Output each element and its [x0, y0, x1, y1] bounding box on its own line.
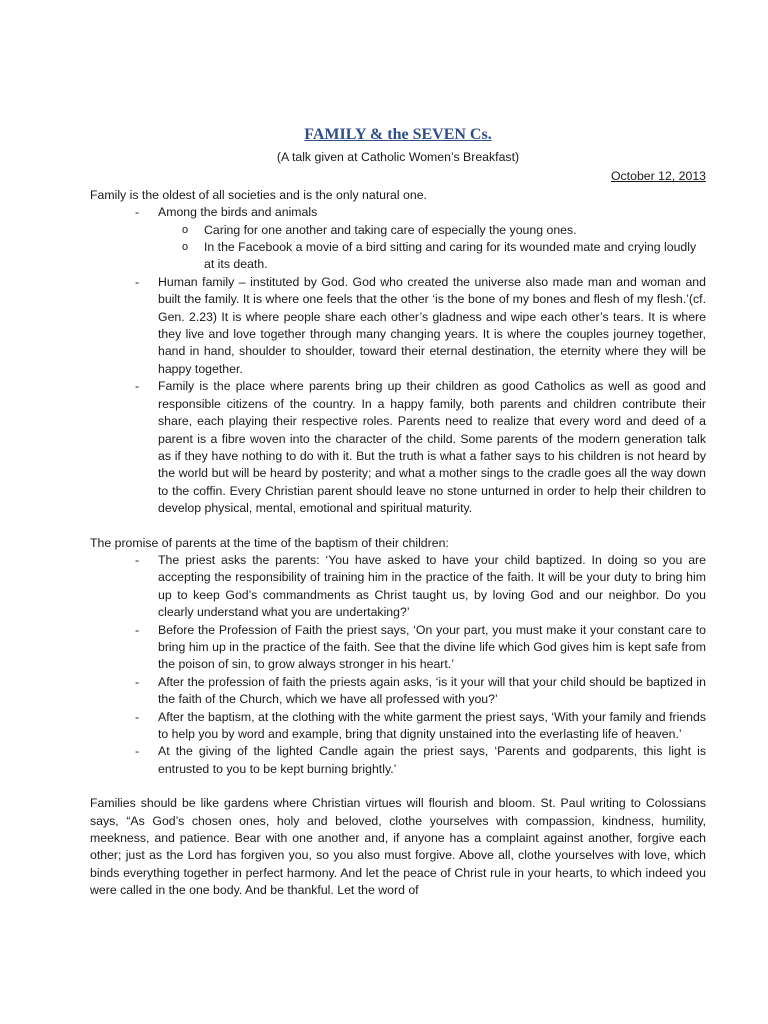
list-item: - After the baptism, at the clothing with the white garment the priest says, ‘With your family and friends to help you by word and example, bring that dignity unstained into the everlasting life of heaven.’: [158, 709, 706, 744]
section1-list: [90, 204, 706, 517]
section2-list: [90, 552, 706, 778]
list-item: - The priest asks the parents: ‘You have asked to have your child baptized. In doing so you are accepting the responsibility of training him in the practice of the faith. It will be your duty to bring him up to keep God’s commandments as Christ taught us, by loving God and our neighbor. Do you clearly understand what you are undertaking?’: [158, 552, 706, 622]
sub-list-item: o Caring for one another and taking care of especially the young ones.: [204, 222, 706, 239]
paragraph-gap: [90, 518, 706, 535]
sub-list-item: o In the Facebook a movie of a bird sitting and caring for its wounded mate and crying loudly at its death.: [204, 239, 706, 274]
list-item: - Family is the place where parents bring up their children as good Catholics as well as good and responsible citizens of the country. In a happy family, both parents and children contribute their share, each playing their respective roles. Parents need to realize that every word and deed of a parent is a fibre woven into the character of the child. Some parents of the modern generation talk as if they have nothing to do with it. But the truth is what a father says to his children is not heard by the world but will be heard by posterity; and what a mother sings to the cradle goes all the way down to the coffin. Every Christian parent should leave no stone unturned in order to help their children to develop physical, mental, emotional and spiritual maturity.: [158, 378, 706, 517]
section2-intro: The promise of parents at the time of the baptism of their children:: [90, 535, 449, 550]
list-item: - Human family – instituted by God. God who created the universe also made man and woman and built the family. It is where one feels that the other ‘is the bone of my bones and flesh of my flesh.’(cf. Gen. 2.23) It is where people share each other’s gladness and wipe each other’s tears. It is where they live and love together through many changing years. It is where the couples journey together, hand in hand, shoulder to shoulder, toward their eternal destination, the eternity where they will be happy together.: [158, 274, 706, 378]
paragraph-gap: [90, 778, 706, 795]
list-item-text: Among the birds and animals: [158, 205, 318, 220]
document-subtitle: (A talk given at Catholic Women’s Breakfast): [276, 150, 520, 164]
sub-list: [158, 222, 706, 274]
section3-paragraph: Families should be like gardens where Christian virtues will flourish and bloom. St. Paul writing to Colossians says, “As God’s chosen ones, holy and beloved, clothe yourselves with compassion, kindness, humility, meekness, and patience. Bear with one another and, if anyone has a complaint against another, forgive each other; just as the Lord has forgiven you, so you also must forgive. Above all, clothe yourselves with love, which binds everything together in perfect harmony. And let the peace of Christ rule in your hearts, to which indeed you were called in the one body. And be thankful. Let the word of: [90, 796, 706, 898]
document-title: FAMILY & the SEVEN Cs.: [304, 126, 492, 143]
list-item: - At the giving of the lighted Candle again the priest says, ‘Parents and godparents, this light is entrusted to you to be kept burning brightly.’: [158, 743, 706, 778]
list-item: - After the profession of faith the priests again asks, ‘is it your will that your child should be baptized in the faith of the Church, which we have all professed with you?’: [158, 674, 706, 709]
list-item: - Before the Profession of Faith the priest says, ‘On your part, you must make it your constant care to bring him up in the practice of the faith. See that the divine life which God gives him is kept safe from the poison of sin, to grow always stronger in his heart.’: [158, 622, 706, 674]
section1-intro: Family is the oldest of all societies and is the only natural one.: [90, 187, 427, 202]
document-date: October 12, 2013: [610, 169, 706, 184]
list-item: [158, 204, 706, 274]
